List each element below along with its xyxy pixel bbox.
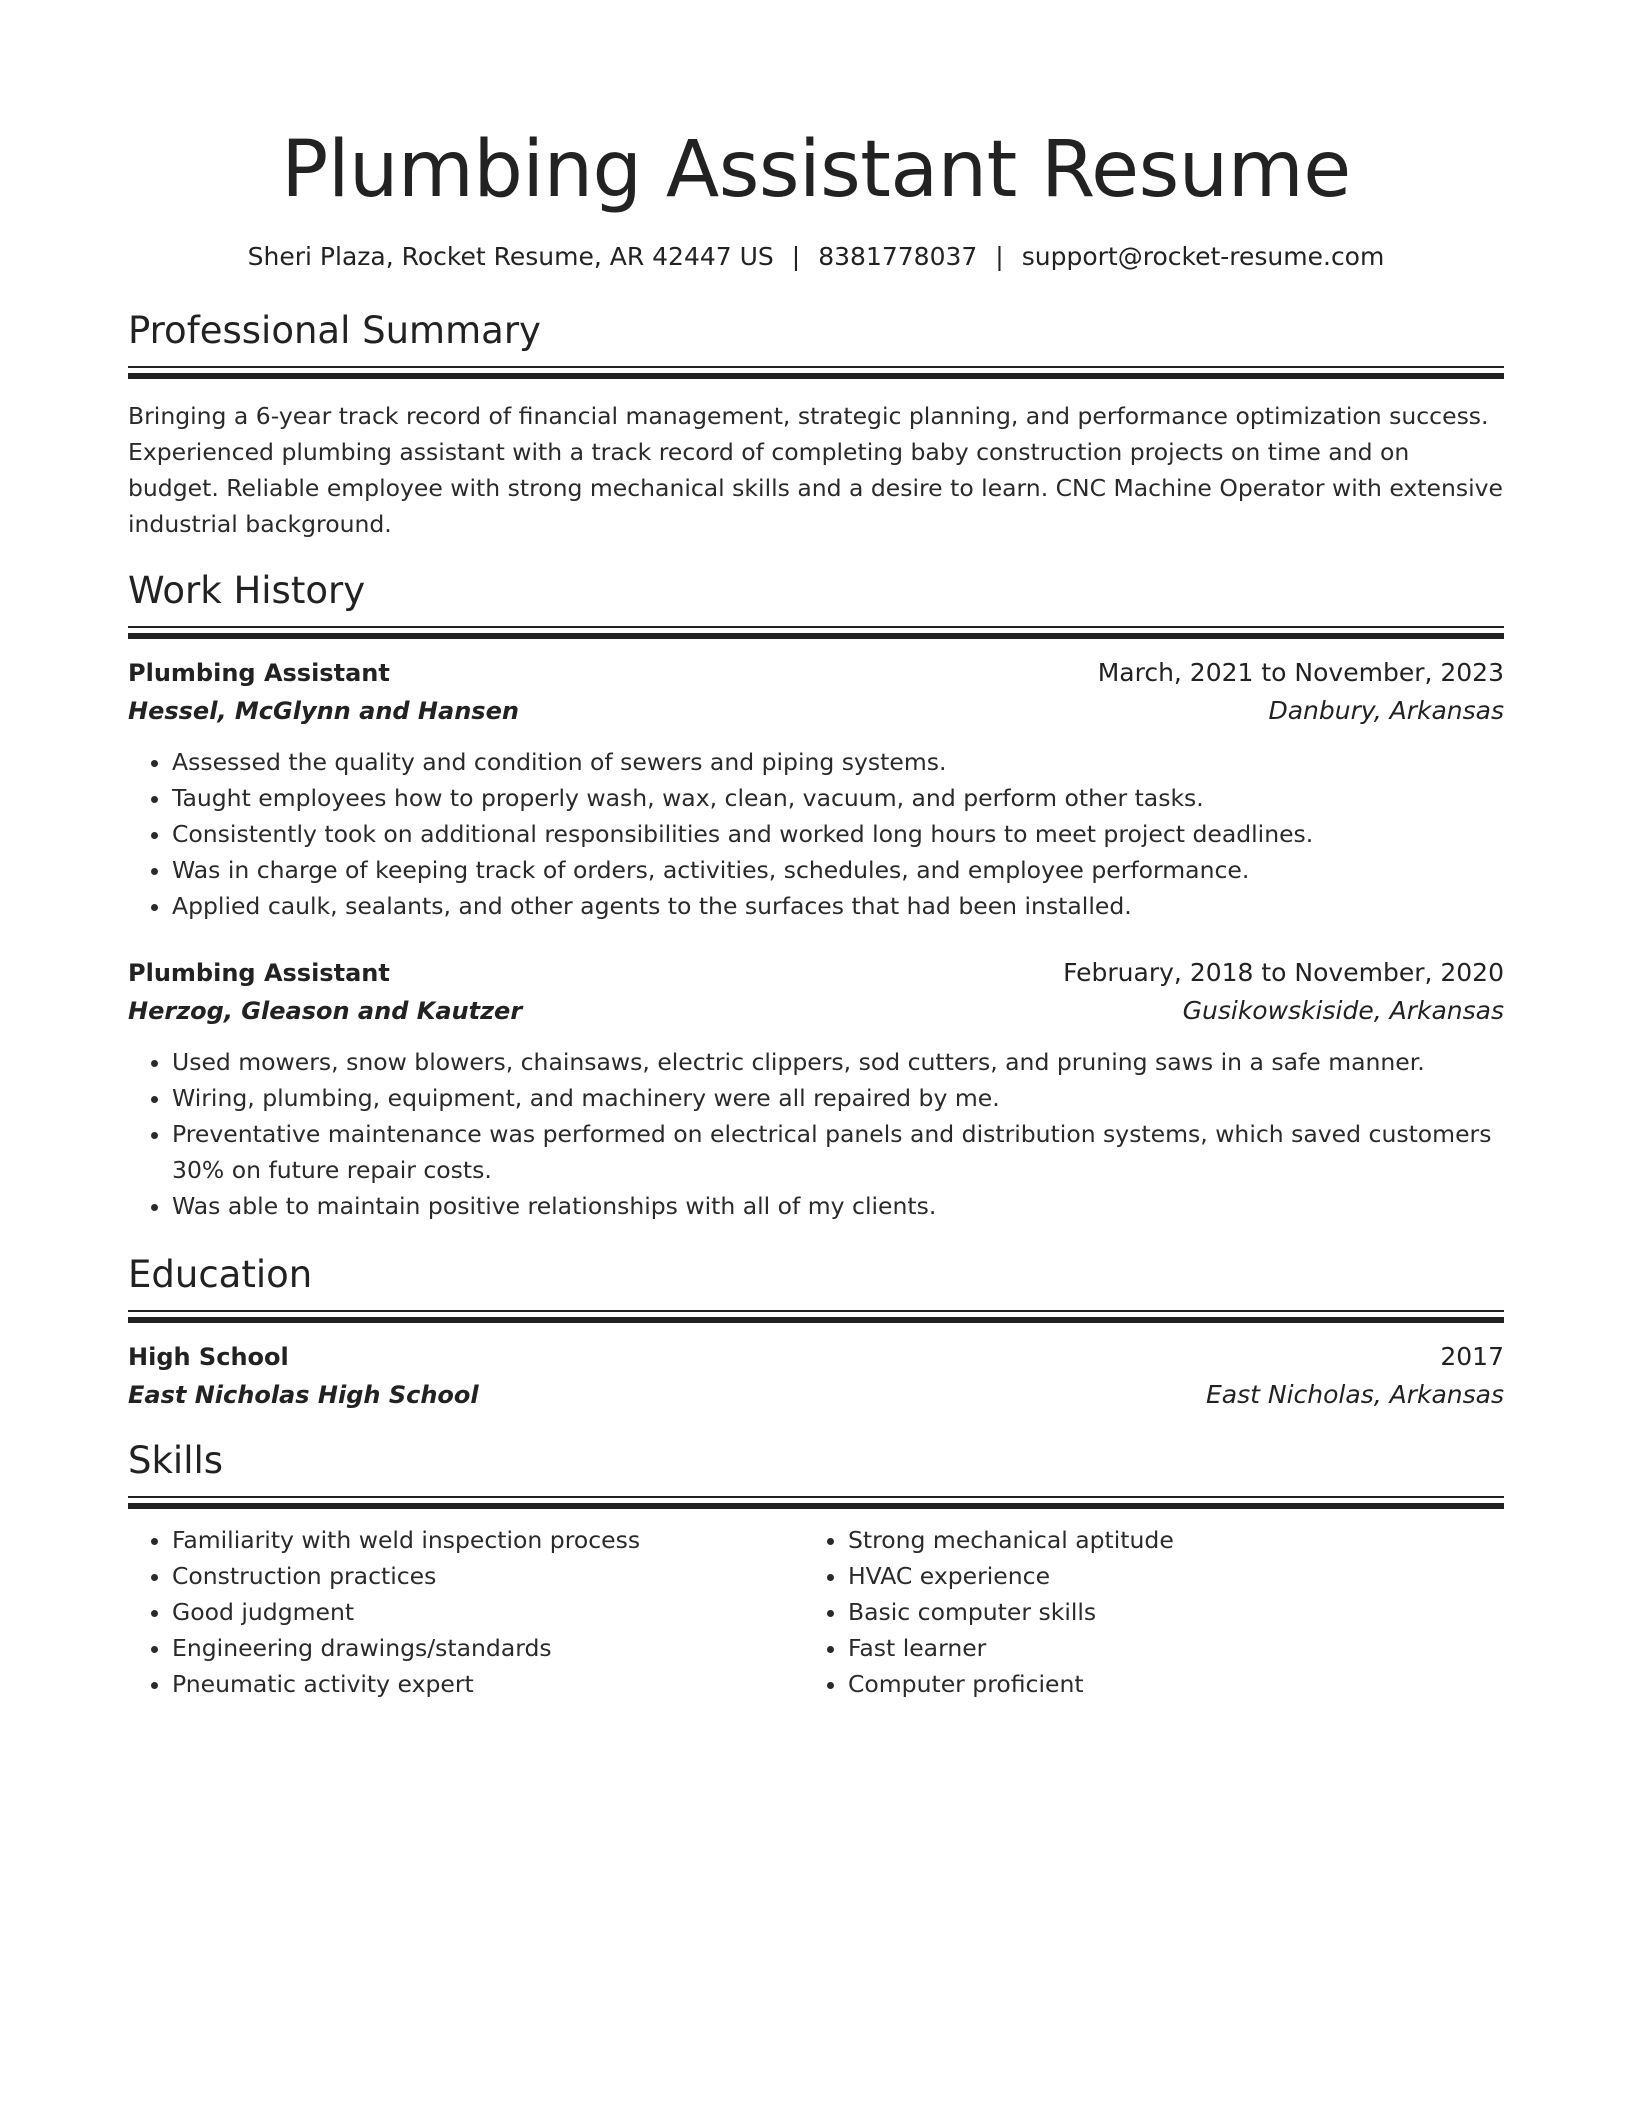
list-item: • Strong mechanical aptitude: [848, 1522, 1480, 1558]
contact-separator: |: [791, 242, 801, 271]
skills-section: [128, 1438, 1504, 1702]
section-divider: [128, 626, 1504, 638]
education-heading: Education: [128, 1253, 313, 1296]
contact-separator: |: [995, 242, 1004, 271]
section-divider: [128, 1496, 1504, 1508]
list-item: • Good judgment: [172, 1594, 804, 1630]
job-entry: [128, 954, 1504, 1224]
list-item: • Computer proficient: [848, 1666, 1480, 1702]
section-divider: [128, 1310, 1504, 1322]
list-item: • Taught employees how to properly wash, wax, clean, vacuum, and perform other tasks.: [172, 780, 1504, 816]
job-title: Plumbing Assistant: [128, 959, 390, 987]
skills-list-left: [128, 1522, 804, 1702]
list-item: • Construction practices: [172, 1558, 804, 1594]
list-item: • Wiring, plumbing, equipment, and machinery were all repaired by me.: [172, 1080, 1504, 1116]
list-item: • HVAC experience: [848, 1558, 1480, 1594]
list-item: • Basic computer skills: [848, 1594, 1480, 1630]
skills-columns: [128, 1522, 1504, 1702]
employer-name: Herzog, Gleason and Kautzer: [128, 997, 523, 1025]
job-entry: [128, 654, 1504, 924]
contact-email: support@rocket-resume.com: [1021, 242, 1385, 271]
work-history-section: [128, 568, 1504, 1224]
list-item: • Used mowers, snow blowers, chainsaws, electric clippers, sod cutters, and pruning saws in a safe manner.: [172, 1044, 1504, 1080]
job-dates: March, 2021 to November, 2023: [1097, 658, 1504, 687]
contact-phone: 8381778037: [818, 242, 978, 271]
contact-address: Sheri Plaza, Rocket Resume, AR 42447 US: [247, 242, 774, 271]
list-item: • Engineering drawings/standards: [172, 1630, 804, 1666]
employer-name: Hessel, McGlynn and Hansen: [128, 697, 519, 725]
graduation-year: 2017: [1440, 1342, 1504, 1371]
list-item: • Preventative maintenance was performed on electrical panels and distribution systems, which saved customers 30% on future repair costs.: [172, 1116, 1504, 1188]
education-section: [128, 1252, 1504, 1414]
job-location: Gusikowskiside, Arkansas: [1182, 996, 1504, 1025]
school-name: East Nicholas High School: [128, 1381, 479, 1409]
job-dates: February, 2018 to November, 2020: [1063, 958, 1504, 987]
contact-line: [128, 240, 1504, 274]
summary-heading: Professional Summary: [128, 309, 541, 352]
summary-text: Bringing a 6-year track record of financial management, strategic planning, and performance optimization success. Experienced plumbing assistant with a track record of completing baby construction projects on time and on budget. Reliable employee with strong mechanical skills and a desire to learn. CNC Machine Operator with extensive industrial background.: [128, 402, 1503, 538]
list-item: • Was in charge of keeping track of orders, activities, schedules, and employee performance.: [172, 852, 1504, 888]
job-title: Plumbing Assistant: [128, 659, 390, 687]
school-location: East Nicholas, Arkansas: [1206, 1380, 1504, 1409]
list-item: • Assessed the quality and condition of sewers and piping systems.: [172, 744, 1504, 780]
work-history-heading: Work History: [128, 569, 366, 612]
list-item: • Consistently took on additional responsibilities and worked long hours to meet project deadlines.: [172, 816, 1504, 852]
summary-section: [128, 308, 1504, 542]
resume-title: Plumbing Assistant Resume: [281, 125, 1351, 215]
skills-heading: Skills: [128, 1439, 224, 1482]
job-duties-list: [128, 1044, 1504, 1224]
section-divider: [128, 366, 1504, 378]
list-item: • Applied caulk, sealants, and other agents to the surfaces that had been installed.: [172, 888, 1504, 924]
list-item: • Pneumatic activity expert: [172, 1666, 804, 1702]
skills-list-right: [804, 1522, 1480, 1702]
job-location: Danbury, Arkansas: [1268, 696, 1504, 725]
list-item: • Fast learner: [848, 1630, 1480, 1666]
list-item: • Familiarity with weld inspection process: [172, 1522, 804, 1558]
job-duties-list: [128, 744, 1504, 924]
list-item: • Was able to maintain positive relationships with all of my clients.: [172, 1188, 1504, 1224]
degree-name: High School: [128, 1343, 289, 1371]
